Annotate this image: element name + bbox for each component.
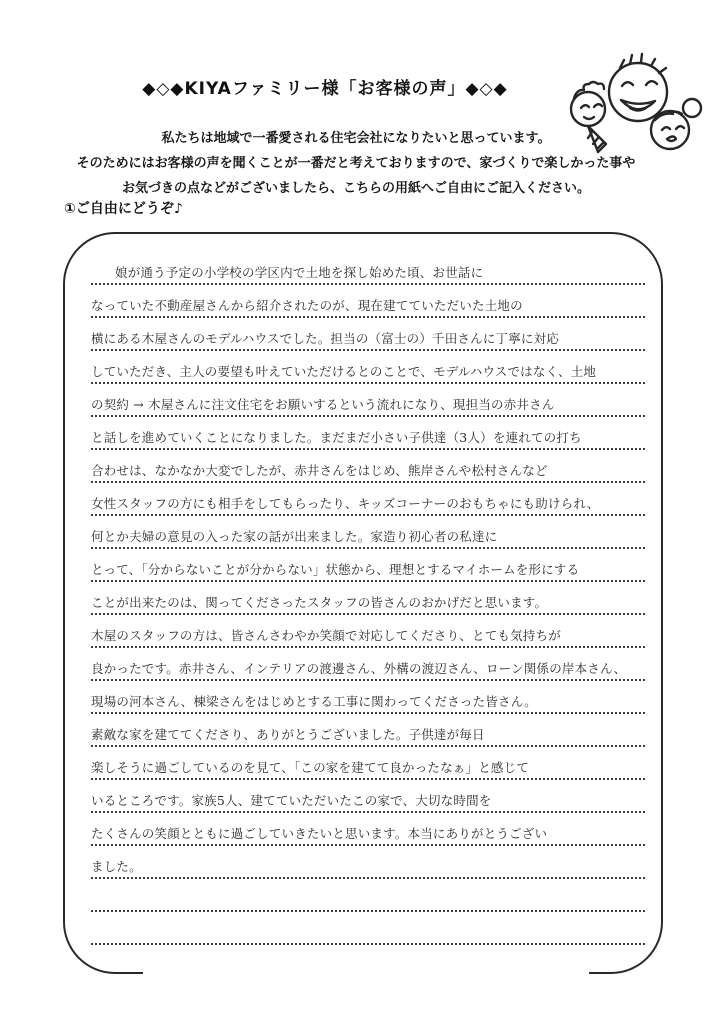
handwritten-text: と話しを進めていくことになりました。まだまだ小さい子供達（3人）を連れての打ち xyxy=(91,429,582,445)
handwritten-text: 良かったです。赤井さん、インテリアの渡邊さん、外構の渡辺さん、ローン関係の岸本さん、 xyxy=(91,660,627,676)
ruled-line xyxy=(91,285,645,318)
ruled-line xyxy=(91,549,645,582)
ruled-lines xyxy=(91,252,645,945)
handwritten-text: 現場の河本さん、棟梁さんをはじめとする工事に関わってくださった皆さん。 xyxy=(91,693,537,709)
comment-box xyxy=(63,232,663,974)
ruled-line xyxy=(91,351,645,384)
handwritten-text: ました。 xyxy=(91,858,142,874)
handwritten-text: とって、「分からないことが分からない」状態から、理想とするマイホームを形にする xyxy=(91,561,580,577)
handwritten-text: 木屋のスタッフの方は、皆さんさわやか笑顔で対応してくださり、とても気持ちが xyxy=(91,627,561,643)
handwritten-text: 合わせは、なかなか大変でしたが、赤井さんをはじめ、熊岸さんや松村さんなど xyxy=(91,462,548,478)
ruled-line xyxy=(91,384,645,417)
ruled-line xyxy=(91,516,645,549)
ruled-line xyxy=(91,912,645,945)
ruled-line xyxy=(91,714,645,747)
handwritten-text: の契約 → 木屋さんに注文住宅をお願いするという流れになり、現担当の赤井さん xyxy=(91,396,555,412)
ruled-line xyxy=(91,648,645,681)
handwritten-text: いるところです。家族5人、建てていただいたこの家で、大切な時間を xyxy=(91,792,492,808)
handwritten-text: 娘が通う予定の小学校の学区内で土地を探し始めた頃、お世話に xyxy=(115,264,484,280)
page-title: ◆◇◆KIYAファミリー様「お客様の声」◆◇◆ xyxy=(142,79,508,99)
ruled-line xyxy=(91,780,645,813)
handwritten-text: たくさんの笑顔とともに過ごしていきたいと思います。本当にありがとうござい xyxy=(91,825,548,841)
ruled-line xyxy=(91,813,645,846)
ruled-line xyxy=(91,846,645,879)
handwritten-text: 横にある木屋さんのモデルハウスでした。担当の（富士の）千田さんに丁寧に対応 xyxy=(91,330,560,346)
ruled-line xyxy=(91,252,645,285)
handwritten-text: 何とか夫婦の意見の入った家の話が出来ました。家造り初心者の私達に xyxy=(91,528,498,544)
handwritten-text: なっていた不動産屋さんから紹介されたのが、現在建てていただいた土地の xyxy=(91,297,523,313)
handwritten-text: 素敵な家を建ててくださり、ありがとうございました。子供達が毎日 xyxy=(91,726,485,742)
ruled-line xyxy=(91,417,645,450)
ruled-line xyxy=(91,879,645,912)
ruled-line xyxy=(91,450,645,483)
scan-cutoff-mask xyxy=(143,969,589,975)
ruled-line xyxy=(91,318,645,351)
ruled-line xyxy=(91,615,645,648)
ruled-line xyxy=(91,681,645,714)
ruled-line xyxy=(91,582,645,615)
handwritten-text: 女性スタッフの方にも相手をしてもらったり、キッズコーナーのおもちゃにも助けられ、 xyxy=(91,495,600,511)
intro-line-3: お気づきの点などがございましたら、こちらの用紙へご自由にご記入ください。 xyxy=(121,181,590,196)
handwritten-text: 楽しそうに過ごしているのを見て、「この家を建てて良かったなぁ」と感じて xyxy=(91,759,530,775)
handwritten-text: ことが出来たのは、関ってくださったスタッフの皆さんのおかげだと思います。 xyxy=(91,594,548,610)
free-comment-prompt: ①ご自由にどうぞ♪ xyxy=(64,201,183,217)
handwritten-text: していただき、主人の要望も叶えていただけるとのことで、モデルハウスではなく、土地 xyxy=(91,363,597,379)
intro-line-1: 私たちは地域で一番愛される住宅会社になりたいと思っています。 xyxy=(161,131,551,146)
intro-text xyxy=(0,126,712,201)
intro-line-2: そのためにはお客様の声を聞くことが一番だと考えておりますので、家づくりで楽しかった事や xyxy=(76,156,636,171)
ruled-line xyxy=(91,483,645,516)
ruled-line xyxy=(91,747,645,780)
